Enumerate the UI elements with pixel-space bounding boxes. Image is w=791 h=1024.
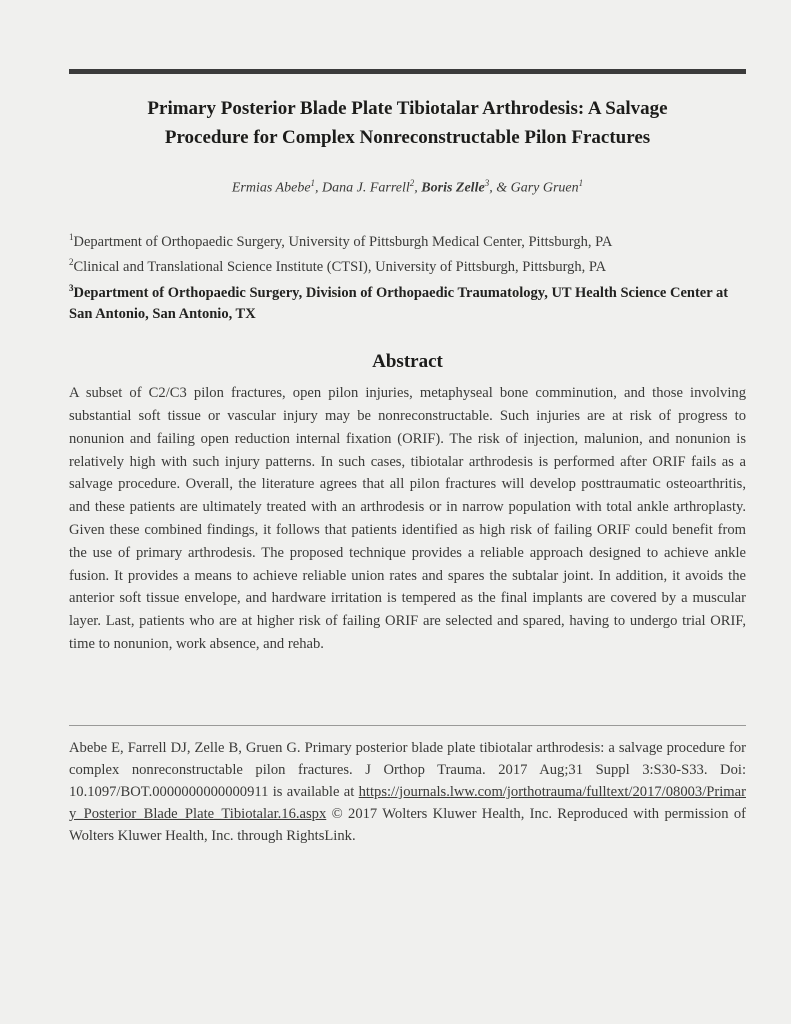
author-name: Ermias Abebe <box>231 180 311 196</box>
citation-pre-text: Abebe E, Farrell DJ, Zelle B, Gruen G. Primary posterior blade plate tibiotalar arthrodesis: a salvage procedure for complex nonreconstructable pilon fractures. J Orthop Trauma. 2017 Aug;31 Suppl 3:S30-S33. Doi: 10.1097/BOT.0000000000000911 is available at <box>69 739 746 800</box>
author-line: Ermias Abebe$^1$, Dana J. Farrell$^2$, Boris Zelle$^3$, & Gary Gruen$^1$ <box>231 178 584 196</box>
paper-title: Primary Posterior Blade Plate Tibiotalar Arthrodesis: A Salvage Procedure for Complex Nonreconstructable Pilon Fractures <box>147 98 668 148</box>
citation-post-text: © 2017 Wolters Kluwer Health, Inc. Reproduced with permission of Wolters Kluwer Health, Inc. through RightsLink. <box>69 805 746 844</box>
abstract-body: A subset of C2/C3 pilon fractures, open pilon injuries, metaphyseal bone comminution, and those involving substantial soft tissue or vascular injury may be nonreconstructable. Such injuries are at risk of progress to nonunion and failing open reduction internal fixation (ORIF). The risk of injection, malunion, and nonunion is relatively high with such injury patterns. In such cases, tibiotalar arthrodesis is performed after ORIF fails as a salvage procedure. Overall, the literature agrees that all pilon fractures will develop posttraumatic osteoarthritis, and these patients are ultimately treated with an arthrodesis or in narrow population with total ankle arthroplasty. Given these combined findings, it follows that patients identified as high risk of failing ORIF could benefit from the use of primary arthrodesis. The proposed technique provides a reliable approach designed to achieve ankle fusion. It provides a means to achieve reliable union rates and spares the subtalar joint. In addition, it avoids the anterior soft tissue envelope, and hardware irritation is tempered as the final implants are covered by a muscular layer. Last, patients who are at higher risk of failing ORIF are selected and spared, having to undergo trial ORIF, time to nonunion, work absence, and rehab. <box>69 385 746 652</box>
author-name: Dana J. Farrell <box>322 180 410 196</box>
citation-link[interactable]: https://journals.lww.com/jorthotrauma/fulltext/2017/08003/Primary_Posterior_Blade_Plate_Tibiotalar.16.aspx <box>69 783 746 822</box>
top-rule <box>69 69 746 74</box>
affiliation-list <box>69 227 746 325</box>
citation <box>69 737 746 847</box>
citation-divider <box>69 725 746 726</box>
author-affiliation-marker: 1 <box>310 178 316 188</box>
author-affiliation-marker: 1 <box>578 178 584 188</box>
affiliation-marker: 3 <box>69 283 74 294</box>
affiliation-marker: 2 <box>69 257 74 268</box>
author-name: Boris Zelle <box>421 180 485 196</box>
author-name: Gary Gruen <box>510 180 579 196</box>
author-affiliation-marker: 3 <box>484 178 490 188</box>
affiliation-line: $^3$Department of Orthopaedic Surgery, Division of Orthopaedic Traumatology, UT Health Science Center at San Antonio, San Antonio, TX <box>69 283 729 323</box>
abstract-heading: Abstract <box>372 351 443 373</box>
author-affiliation-marker: 2 <box>409 178 415 188</box>
affiliation-marker: 1 <box>69 231 74 242</box>
affiliation-line: $^2$Clinical and Translational Science Institute (CTSI), University of Pittsburgh, Pittsburgh, PA <box>69 257 607 276</box>
affiliation-line: $^1$Department of Orthopaedic Surgery, University of Pittsburgh Medical Center, Pittsburgh, PA <box>69 231 613 250</box>
